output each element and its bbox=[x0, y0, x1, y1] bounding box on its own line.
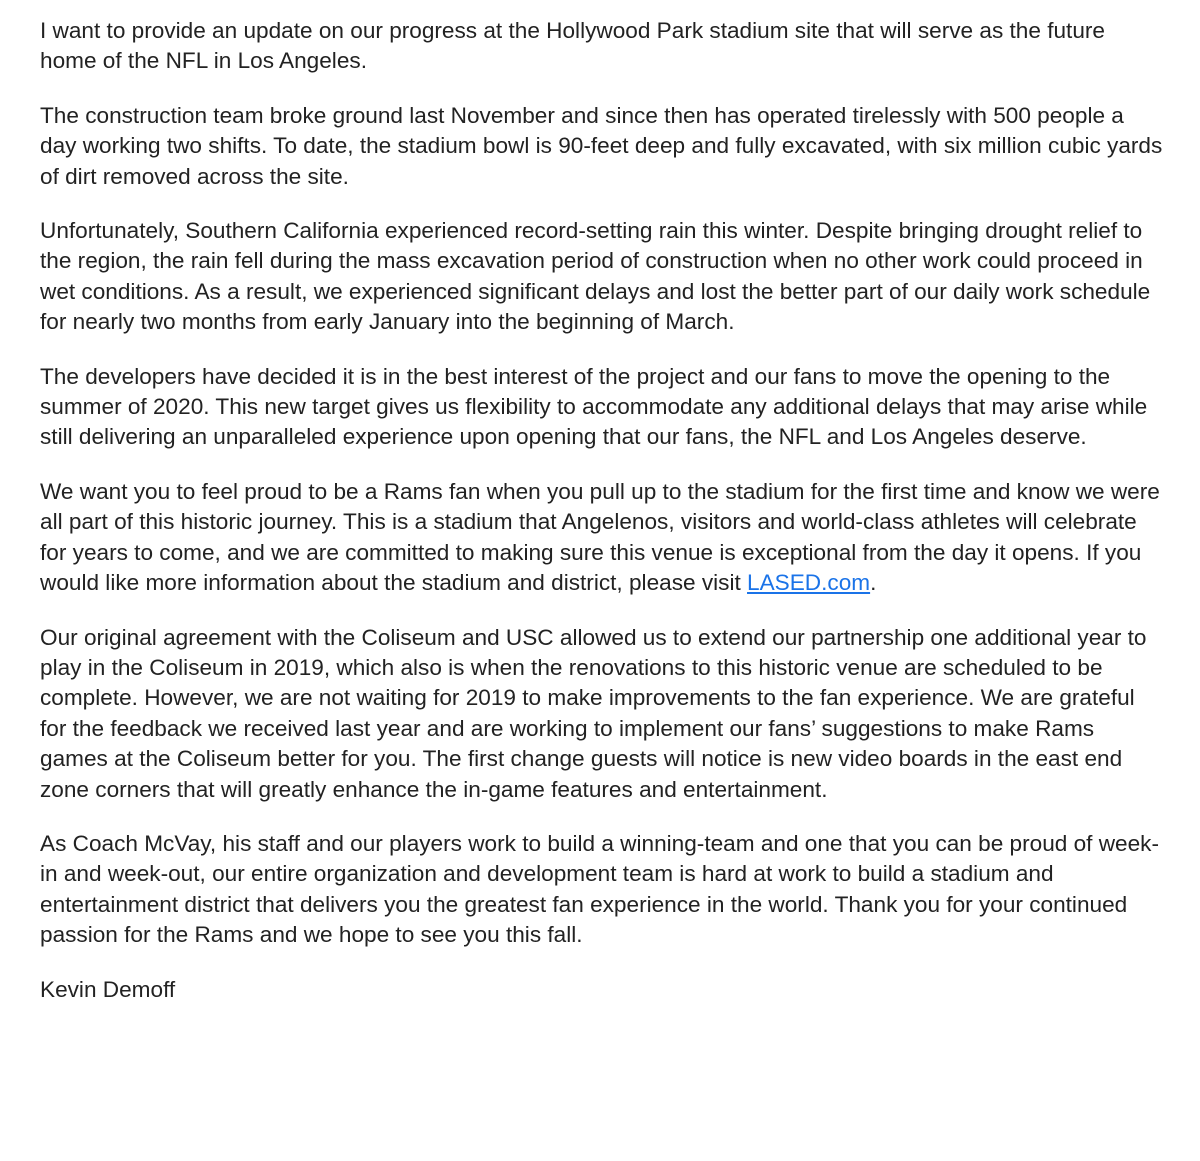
signature: Kevin Demoff bbox=[40, 976, 176, 1002]
paragraph-rams-pride bbox=[40, 477, 1165, 599]
paragraph-stadium-update: I want to provide an update on our progress at the Hollywood Park stadium site that will serve as the future home of the NFL in Los Angeles. bbox=[40, 18, 1105, 74]
paragraph-construction-progress: The construction team broke ground last November and since then has operated tirelessly with 500 people a day working two shifts. To date, the stadium bowl is 90-feet deep and fully excavated, with six million cubic yards of dirt removed across the site. bbox=[40, 102, 1163, 189]
paragraph-rain-delays: Unfortunately, Southern California experienced record-setting rain this winter. Despite bringing drought relief to the region, the rain fell during the mass excavation period of construction when no other work could proceed in wet conditions. As a result, we experienced significant delays and lost the better part of our daily work schedule for nearly two months from early January into the beginning of March. bbox=[40, 218, 1151, 335]
lased-link[interactable]: LASED.com bbox=[747, 570, 871, 596]
paragraph-opening-moved: The developers have decided it is in the best interest of the project and our fans to move the opening to the summer of 2020. This new target gives us flexibility to accommodate any additional delays that may arise while still delivering an unparalleled experience upon opening that our fans, the NFL and Los Angeles deserve. bbox=[40, 363, 1148, 450]
letter-body bbox=[40, 16, 1165, 1029]
paragraph-coliseum-agreement: Our original agreement with the Coliseum and USC allowed us to extend our partnership one additional year to play in the Coliseum in 2019, which also is when the renovations to this historic venue are scheduled to be complete. However, we are not waiting for 2019 to make improvements to the fan experience. We are grateful for the feedback we received last year and are working to implement our fans’ suggestions to make Rams games at the Coliseum better for you. The first change guests will notice is new video boards in the east end zone corners that will greatly enhance the in-game features and entertainment. bbox=[40, 624, 1147, 802]
paragraph-rams-pride-text: We want you to feel proud to be a Rams fan when you pull up to the stadium for the first time and know we were all part of this historic journey. This is a stadium that Angelenos, visitors and world-class athletes will celebrate for years to come, and we are committed to making sure this venue is exceptional from the day it opens. If you would like more information about the stadium and district, please visit bbox=[40, 478, 1160, 596]
paragraph-closing: As Coach McVay, his staff and our players work to build a winning-team and one that you can be proud of week-in and week-out, our entire organization and development team is hard at work to build a stadium and entertainment district that delivers you the greatest fan experience in the world. Thank you for your continued passion for the Rams and we hope to see you this fall. bbox=[40, 830, 1160, 948]
paragraph-rams-pride-end: . bbox=[870, 570, 877, 596]
